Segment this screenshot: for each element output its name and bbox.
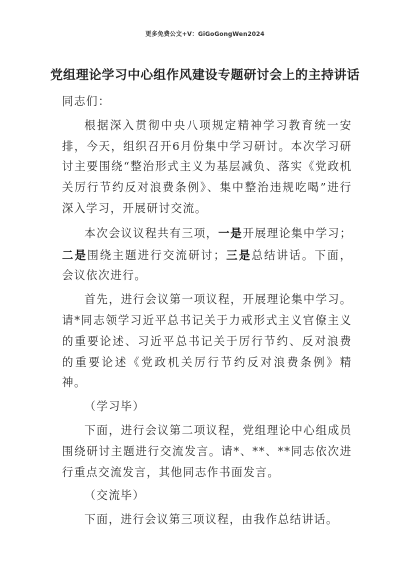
document-body	[62, 92, 352, 534]
agenda-item-2-text: 围绕主题进行交流研讨；	[87, 248, 226, 262]
paragraph-first-item: 首先，进行会议第一项议程，开展理论集中学习。请*同志领学习近平总书记关于力戒形式主义官僚主义的重要论述、习近平总书记关于厉行节约、反对浪费的重要论述《党政机关厉行节约反对浪费条例》精神。	[62, 293, 352, 390]
header-note: 更多免费公文+V：GiGoGongWen2024	[145, 31, 265, 38]
paragraph-second-item: 下面，进行会议第二项议程，党组理论中心组成员围绕研讨主题进行交流发言。请*、**、**同志依次进行重点交流发言，其他同志作书面发言。	[62, 423, 352, 479]
salutation: 同志们：	[62, 95, 111, 108]
agenda-item-2-label: 二是	[62, 247, 88, 262]
paragraph-intro: 根据深入贯彻中央八项规定精神学习教育统一安排，今天，组织召开6月份集中学习研讨。本次学习研讨主要围绕“整治形式主义为基层减负、落实《党政机关厉行节约反对浪费条例》、集中整治违规吃喝”进行深入学习，开展研讨交流。	[62, 118, 352, 215]
agenda-item-3-label: 三是	[225, 247, 252, 262]
note-exchange-finished: （交流毕）	[84, 489, 145, 503]
agenda-item-1-label: 一是	[218, 225, 243, 240]
paragraph-third-item: 下面，进行会议第三项议程，由我作总结讲话。	[84, 513, 339, 527]
agenda-intro: 本次会议议程共有三项，	[84, 226, 219, 240]
note-study-finished: （学习毕）	[84, 400, 145, 414]
agenda-item-1-text: 开展理论集中学习；	[242, 226, 352, 240]
document-title: 党组理论学习中心组作风建设专题研讨会上的主持讲话	[50, 67, 360, 82]
agenda-item-3-text: 总结讲话。下面，会议依次进行。	[62, 248, 352, 283]
paragraph-agenda	[62, 223, 352, 287]
